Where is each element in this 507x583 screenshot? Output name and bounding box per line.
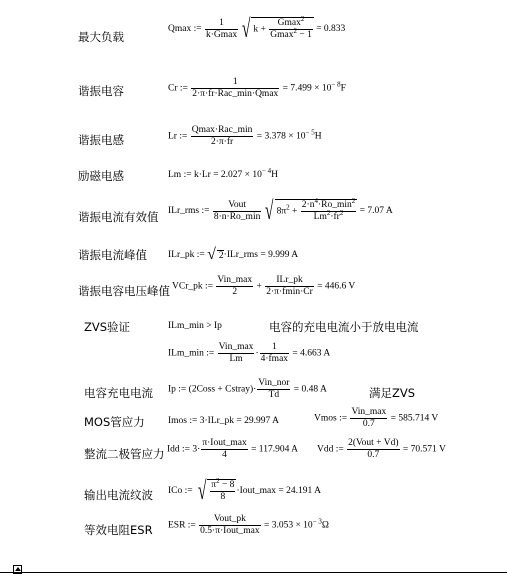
qmax-inner-num: Gmax	[277, 18, 301, 28]
idd-result: = 117.904 A	[251, 444, 299, 455]
label-ip: 电容充电电流	[84, 386, 153, 400]
vmos-lhs: Vmos :=	[314, 413, 348, 424]
ilm-min-den-1: Lm	[229, 354, 243, 364]
ilm-min-lhs: ILm_min :=	[168, 348, 215, 359]
ilm-min-num-1: Vin_max	[218, 342, 254, 352]
vcr-pk-num-1: Vin_max	[217, 275, 253, 285]
equation-ilm-min	[168, 342, 330, 365]
lm-exp: − 4	[261, 166, 272, 175]
equation-vcr-pk	[172, 275, 355, 298]
qmax-inner-den-tail: − 1	[299, 30, 312, 40]
ilr-rms-den: 8·n·Ro_min	[213, 211, 261, 222]
ilr-pk-lhs: ILr_pk :=	[168, 250, 205, 261]
zvs-note: 电容的充电电流小于放电电流	[269, 320, 419, 334]
equation-vmos	[314, 407, 438, 430]
ico-radical: √	[197, 476, 207, 505]
cr-num: 1	[191, 77, 279, 89]
esr-den: 0.5·π·Iout_max	[200, 526, 260, 536]
vcr-pk-result: = 446.6 V	[317, 281, 356, 292]
label-lm: 励磁电感	[78, 169, 124, 183]
ilr-rms-num: Vout	[213, 200, 261, 212]
imos-expr: Imos := 3·ILr_pk = 29.997 A	[168, 416, 279, 426]
ip-fraction	[257, 378, 290, 401]
cr-result: = 7.499 × 10	[282, 83, 332, 94]
ilm-min-result: = 4.663 A	[292, 348, 331, 359]
ip-result: = 0.48 A	[293, 384, 327, 395]
esr-exp: − 3	[312, 517, 322, 526]
cr-unit: F	[340, 83, 346, 94]
ilr-rms-inner-num: 2·n	[301, 200, 315, 210]
ico-lhs: ICo :=	[168, 486, 193, 497]
equation-cr	[168, 77, 346, 100]
esr-lhs: ESR :=	[168, 520, 196, 531]
ilm-min-dot: ·	[255, 348, 259, 359]
ilr-pk-rest: ·ILr_rms = 9.999 A	[223, 250, 299, 261]
ilr-rms-sqrt	[275, 196, 358, 223]
vcr-pk-lhs: VCr_pk :=	[172, 281, 213, 292]
equation-imos	[168, 416, 279, 426]
ico-num-tail: − 8	[221, 480, 235, 490]
ilr-rms-inner-den-tail: ·fr	[330, 212, 340, 222]
equation-lr	[168, 125, 322, 148]
label-mos: MOS管应力	[84, 415, 145, 429]
lr-result: = 3.378 × 10	[256, 131, 306, 142]
lm-expr: Lm := k·Lr = 2.027 × 10	[168, 170, 262, 180]
vdd-den: 0.7	[367, 450, 380, 460]
vdd-fraction	[347, 438, 399, 461]
equation-ilr-rms	[168, 196, 393, 226]
idd-num: π·Iout_max	[202, 438, 247, 448]
ilr-rms-lhs: ILr_rms :=	[168, 206, 210, 217]
vdd-lhs: Vdd :=	[317, 444, 344, 455]
ilr-rms-sqrt-a-exp: 2	[286, 203, 290, 212]
qmax-den: k·Gmax	[205, 29, 238, 40]
esr-fraction	[199, 514, 260, 537]
vdd-result: = 70.571 V	[402, 444, 446, 455]
label-ilr-pk: 谐振电流峰值	[78, 248, 147, 262]
ilr-rms-inner-fraction	[301, 196, 356, 223]
idd-fraction	[201, 438, 247, 461]
label-lr: 谐振电感	[78, 133, 124, 147]
vcr-pk-den-2: 2·π·fmin·Cr	[266, 287, 313, 297]
equation-esr	[168, 514, 329, 537]
idd-den: 4	[222, 450, 227, 460]
cr-lhs: Cr :=	[168, 83, 188, 94]
vmos-num: Vin_max	[351, 407, 387, 417]
qmax-inner-den-exp: 2	[293, 26, 297, 35]
ico-fraction	[210, 476, 235, 503]
ilr-rms-result: = 7.07 A	[359, 206, 393, 217]
ip-note: 满足ZVS	[369, 386, 416, 400]
ip-num: Vin_nor	[258, 378, 290, 388]
label-cr: 谐振电容	[78, 84, 124, 98]
qmax-num: 1	[205, 18, 238, 30]
label-zvs: ZVS验证	[84, 320, 131, 334]
qmax-inner-den: Gmax	[270, 30, 294, 40]
vcr-pk-fraction-1	[216, 275, 253, 298]
vcr-pk-num-2: ILr_pk	[265, 275, 313, 287]
qmax-sqrt	[251, 14, 313, 41]
ilr-rms-radical: √	[265, 196, 274, 225]
ico-num-exp: 2	[216, 476, 220, 485]
ilr-rms-inner-den-tail-exp: 2	[339, 208, 344, 217]
qmax-inner-num-exp: 2	[300, 14, 305, 23]
ilr-rms-inner-den: Lm	[313, 212, 327, 222]
vcr-pk-fraction-2	[265, 275, 313, 298]
idd-lhs: Idd := 3·	[167, 444, 201, 455]
equation-vdd	[317, 438, 446, 461]
vmos-fraction	[350, 407, 387, 430]
equation-idd	[167, 438, 298, 461]
ilr-rms-inner-num-exp: 4	[314, 196, 318, 205]
ico-num: π	[211, 480, 217, 490]
zvs-expr: ILm_min > Ip	[168, 321, 222, 331]
lr-unit: H	[314, 131, 322, 142]
label-ilr-rms: 谐振电流有效值	[78, 210, 159, 224]
qmax-fraction	[205, 18, 238, 41]
equation-ilr-pk	[168, 248, 298, 262]
esr-unit: Ω	[321, 520, 329, 531]
lr-exp: − 5	[305, 128, 315, 137]
lr-lhs: Lr :=	[168, 131, 188, 142]
vcr-pk-den-1: 2	[232, 287, 238, 297]
qmax-sqrt-a: k +	[253, 24, 266, 35]
label-diode: 整流二极管应力	[84, 447, 165, 461]
equation-ico	[168, 476, 321, 506]
ilr-pk-radical: √	[207, 246, 216, 263]
qmax-radical: √	[241, 14, 251, 43]
qmax-inner-fraction	[269, 14, 313, 41]
vcr-pk-plus: +	[256, 281, 262, 292]
vdd-num: 2(Vout + Vd)	[348, 438, 399, 448]
equation-zvs	[168, 321, 222, 331]
label-ico: 输出电流纹波	[84, 488, 153, 502]
lm-unit: H	[271, 170, 278, 180]
cr-den: 2·π·fr·Rac_min·Qmax	[192, 89, 279, 99]
ico-den: 8	[220, 492, 226, 502]
ilr-rms-inner-den-exp: 2	[326, 208, 331, 217]
ilm-min-num-2: 1	[260, 342, 289, 354]
ilr-rms-inner-num-tail-exp: 2	[351, 196, 356, 205]
ilr-rms-inner-num-tail: ·Ro_min	[317, 200, 352, 210]
label-esr: 等效电阻ESR	[84, 523, 153, 537]
qmax-lhs: Qmax :=	[168, 24, 202, 35]
esr-result: = 3.053 × 10	[263, 520, 313, 531]
ilm-min-fraction-1	[218, 342, 255, 365]
cr-fraction	[191, 77, 279, 100]
lr-den: 2·π·fr	[210, 137, 234, 147]
vmos-result: = 585.714 V	[390, 413, 439, 424]
ico-sqrt	[207, 476, 236, 503]
region-divider	[0, 572, 507, 573]
ilm-min-fraction-2	[260, 342, 289, 365]
qmax-result: = 0.833	[316, 24, 346, 35]
lr-num: Qmax·Rac_min	[191, 125, 253, 135]
vmos-den: 0.7	[362, 419, 375, 429]
ilr-rms-plus: +	[292, 206, 298, 217]
equation-qmax	[168, 14, 345, 44]
ilr-rms-fraction	[213, 200, 261, 223]
ilr-rms-sqrt-a: 8π	[276, 206, 287, 217]
lr-fraction	[191, 125, 254, 148]
cr-exp: − 8	[331, 80, 341, 89]
equation-lm	[168, 166, 278, 180]
ip-lhs: Ip := (2Coss + Cstray)·	[168, 384, 257, 395]
label-vcr-pk: 谐振电容电压峰值	[78, 284, 170, 298]
ilr-pk-sqrt: 2	[218, 250, 224, 261]
ilm-min-den-2: 4·fmax	[260, 354, 289, 364]
esr-num: Vout_pk	[199, 514, 260, 526]
ip-den: Td	[268, 390, 280, 400]
equation-ip	[168, 378, 327, 401]
ico-rest: ·Iout_max = 24.191 A	[236, 486, 321, 497]
label-qmax: 最大负载	[78, 30, 124, 44]
